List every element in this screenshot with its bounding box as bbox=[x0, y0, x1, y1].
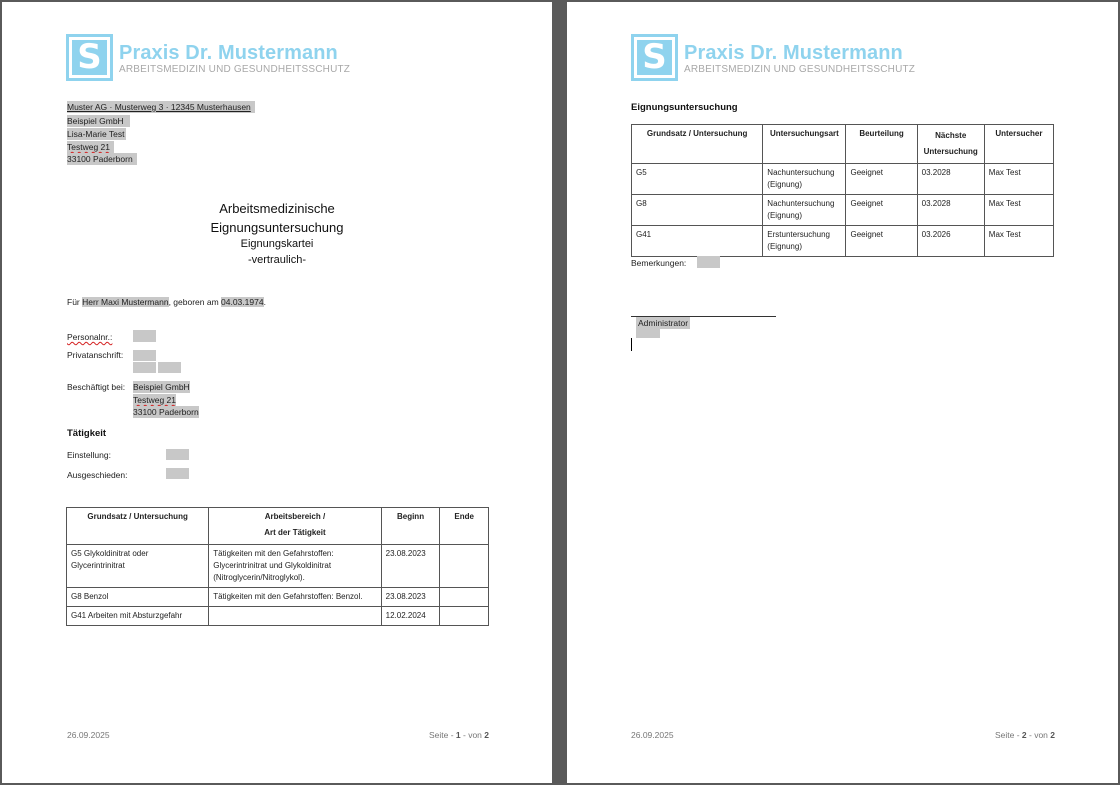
text-cursor bbox=[631, 338, 632, 351]
col-header-beurteilung: Beurteilung bbox=[846, 125, 917, 164]
cell-naechste[interactable]: 03.2026 bbox=[917, 226, 984, 257]
col-header-untersucher: Untersucher bbox=[984, 125, 1053, 164]
private-address-field-3[interactable] bbox=[158, 362, 181, 373]
cell-bereich[interactable] bbox=[209, 607, 381, 626]
cell-grundsatz[interactable]: G8 bbox=[632, 195, 763, 226]
cell-grundsatz[interactable]: G5 Glykoldinitrat oder Glycerintrinitrat bbox=[67, 545, 209, 588]
cell-grundsatz[interactable]: G5 bbox=[632, 164, 763, 195]
practice-logo bbox=[66, 34, 350, 81]
signer-field[interactable] bbox=[636, 329, 660, 338]
table-header-row bbox=[632, 125, 1054, 164]
document-page-2 bbox=[567, 2, 1118, 783]
col-header-grundsatz: Grundsatz / Untersuchung bbox=[632, 125, 763, 164]
table-header-row bbox=[67, 508, 489, 545]
hire-label: Einstellung: bbox=[67, 450, 111, 460]
activity-heading: Tätigkeit bbox=[67, 428, 107, 439]
logo-subtitle: ARBEITSMEDIZIN UND GESUNDHEITSSCHUTZ bbox=[684, 64, 916, 75]
cell-beurteilung[interactable]: Geeignet bbox=[846, 226, 917, 257]
private-address-field-1[interactable] bbox=[133, 350, 156, 361]
table-row[interactable] bbox=[67, 588, 489, 607]
personnel-number-label: Personalnr.: bbox=[67, 332, 113, 342]
table-row[interactable] bbox=[67, 607, 489, 626]
cell-untersucher[interactable]: Max Test bbox=[984, 226, 1053, 257]
cell-beurteilung[interactable]: Geeignet bbox=[846, 195, 917, 226]
document-title-line2: Eignungsuntersuchung bbox=[210, 220, 344, 235]
footer-page-number: Seite - 2 - von 2 bbox=[994, 730, 1055, 740]
logo-subtitle: ARBEITSMEDIZIN UND GESUNDHEITSSCHUTZ bbox=[119, 64, 351, 75]
left-date-field[interactable] bbox=[166, 468, 189, 479]
left-label: Ausgeschieden: bbox=[67, 470, 128, 480]
practice-logo bbox=[631, 34, 915, 81]
cell-untersucher[interactable]: Max Test bbox=[984, 195, 1053, 226]
hire-date-field[interactable] bbox=[166, 449, 189, 460]
cell-beginn[interactable]: 23.08.2023 bbox=[381, 545, 440, 588]
private-address-field-2[interactable] bbox=[133, 362, 156, 373]
logo-mark: S bbox=[631, 34, 678, 81]
footer-page-number: Seite - 1 - von 2 bbox=[428, 730, 489, 740]
col-header-beginn: Beginn bbox=[381, 508, 440, 545]
signer-name[interactable]: Administrator bbox=[638, 318, 689, 328]
person-line: Für Herr Maxi Mustermann, geboren am 04.03.1974. bbox=[67, 297, 266, 307]
birthdate-field[interactable]: 04.03.1974 bbox=[221, 297, 264, 307]
col-header-bereich: Arbeitsbereich / Art der Tätigkeit bbox=[209, 508, 381, 545]
col-header-naechste: Nächste Untersuchung bbox=[917, 125, 984, 164]
cell-bereich[interactable]: Tätigkeiten mit den Gefahrstoffen: Glycerintrinitrat und Glykoldinitrat (Nitroglycerin/Nitroglykol). bbox=[209, 545, 381, 588]
exam-heading: Eignungsuntersuchung bbox=[631, 102, 738, 113]
cell-grundsatz[interactable]: G41 Arbeiten mit Absturzgefahr bbox=[67, 607, 209, 626]
person-name-field[interactable]: Herr Maxi Mustermann bbox=[82, 297, 169, 307]
cell-ende[interactable] bbox=[440, 607, 489, 626]
recipient-street[interactable]: Testweg 21 bbox=[67, 141, 114, 153]
col-header-ende: Ende bbox=[440, 508, 489, 545]
table-row[interactable] bbox=[632, 164, 1054, 195]
cell-beginn[interactable]: 12.02.2024 bbox=[381, 607, 440, 626]
logo-mark: S bbox=[66, 34, 113, 81]
cell-ende[interactable] bbox=[440, 545, 489, 588]
employer-city[interactable]: 33100 Paderborn bbox=[133, 407, 199, 417]
remarks-label: Bemerkungen: bbox=[631, 258, 687, 268]
cell-bereich[interactable]: Tätigkeiten mit den Gefahrstoffen: Benzol. bbox=[209, 588, 381, 607]
cell-naechste[interactable]: 03.2028 bbox=[917, 195, 984, 226]
cell-art[interactable]: Nachuntersuchung (Eignung) bbox=[763, 164, 846, 195]
document-page-1 bbox=[2, 2, 552, 783]
logo-title: Praxis Dr. Mustermann bbox=[684, 42, 903, 64]
cell-art[interactable]: Nachuntersuchung (Eignung) bbox=[763, 195, 846, 226]
cell-grundsatz[interactable]: G41 bbox=[632, 226, 763, 257]
cell-untersucher[interactable]: Max Test bbox=[984, 164, 1053, 195]
table-row[interactable] bbox=[67, 545, 489, 588]
remarks-field[interactable] bbox=[697, 256, 720, 268]
personnel-number-field[interactable] bbox=[133, 330, 156, 342]
recipient-name[interactable]: Lisa-Marie Test bbox=[67, 129, 125, 139]
cell-beginn[interactable]: 23.08.2023 bbox=[381, 588, 440, 607]
document-subtitle: Eignungskartei bbox=[240, 238, 314, 250]
employed-label: Beschäftigt bei: bbox=[67, 382, 126, 392]
cell-grundsatz[interactable]: G8 Benzol bbox=[67, 588, 209, 607]
table-row[interactable] bbox=[632, 195, 1054, 226]
cell-beurteilung[interactable]: Geeignet bbox=[846, 164, 917, 195]
footer-date: 26.09.2025 bbox=[631, 730, 674, 740]
cell-naechste[interactable]: 03.2028 bbox=[917, 164, 984, 195]
table-row[interactable] bbox=[632, 226, 1054, 257]
recipient-city[interactable]: 33100 Paderborn bbox=[67, 153, 137, 165]
cell-art[interactable]: Erstuntersuchung (Eignung) bbox=[763, 226, 846, 257]
recipient-company[interactable]: Beispiel GmbH bbox=[67, 115, 130, 127]
sender-line[interactable]: Muster AG · Musterweg 3 · 12345 Musterhausen bbox=[67, 101, 255, 113]
document-title-line1: Arbeitsmedizinische bbox=[219, 201, 335, 216]
private-address-label: Privatanschrift: bbox=[67, 350, 124, 360]
employer-street[interactable]: Testweg 21 bbox=[133, 395, 176, 405]
exam-table bbox=[631, 124, 1054, 257]
footer-date: 26.09.2025 bbox=[67, 730, 110, 740]
cell-ende[interactable] bbox=[440, 588, 489, 607]
confidential-note: -vertraulich- bbox=[247, 254, 307, 266]
col-header-grundsatz: Grundsatz / Untersuchung bbox=[67, 508, 209, 545]
logo-title: Praxis Dr. Mustermann bbox=[119, 42, 338, 64]
activity-table bbox=[66, 507, 489, 626]
col-header-art: Untersuchungsart bbox=[763, 125, 846, 164]
employer-name[interactable]: Beispiel GmbH bbox=[133, 382, 190, 392]
